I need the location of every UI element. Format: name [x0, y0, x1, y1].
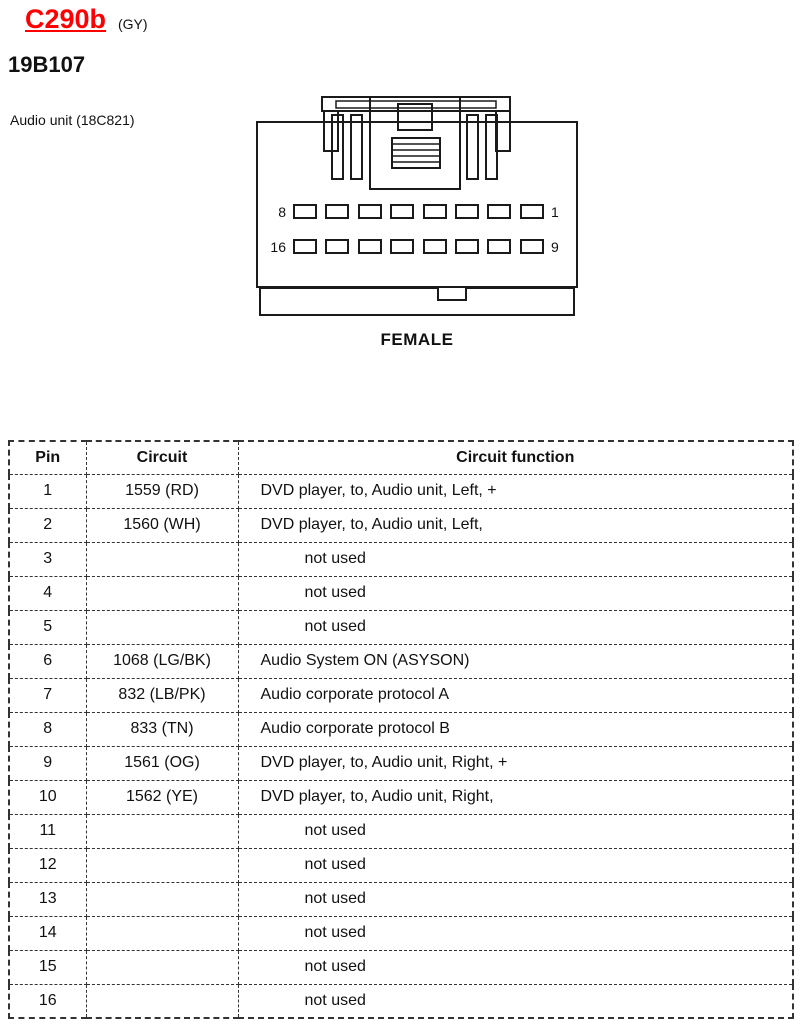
- function-cell: Audio corporate protocol A: [238, 678, 793, 712]
- table-row: [9, 780, 793, 814]
- pin-cell: 3: [9, 542, 86, 576]
- function-cell: DVD player, to, Audio unit, Left,: [238, 508, 793, 542]
- function-cell: not used: [238, 916, 793, 950]
- guide-slot: [467, 115, 478, 179]
- pin-label-row1-left: 8: [278, 204, 286, 220]
- function-cell: DVD player, to, Audio unit, Left, +: [238, 474, 793, 508]
- table-row: [9, 848, 793, 882]
- function-cell: not used: [238, 848, 793, 882]
- table-row: [9, 814, 793, 848]
- connector-gender-label: FEMALE: [380, 330, 454, 349]
- pin-label-row2-right: 9: [551, 239, 559, 255]
- circuit-cell: 1560 (WH): [86, 508, 238, 542]
- table-row: [9, 678, 793, 712]
- column-header-circuit: Circuit: [86, 441, 238, 474]
- table-header-row: [9, 441, 793, 474]
- pin-cell: 5: [9, 610, 86, 644]
- table-row: [9, 950, 793, 984]
- column-header-circuit-function: Circuit function: [238, 441, 793, 474]
- circuit-cell: [86, 882, 238, 916]
- pin-cell: 13: [9, 882, 86, 916]
- connector-right-ear: [496, 111, 510, 151]
- pinout-table: [8, 440, 794, 1019]
- part-number: 19B107: [8, 52, 86, 77]
- pin-cell: 1: [9, 474, 86, 508]
- circuit-cell: [86, 576, 238, 610]
- pin-cell: 2: [9, 508, 86, 542]
- pin-cell: 8: [9, 712, 86, 746]
- pin-label-row1-right: 1: [551, 204, 559, 220]
- pin-table-body: [9, 474, 793, 1018]
- table-row: [9, 508, 793, 542]
- connector-latch-grip: [392, 138, 440, 168]
- function-cell: not used: [238, 542, 793, 576]
- circuit-cell: 1562 (YE): [86, 780, 238, 814]
- function-cell: not used: [238, 950, 793, 984]
- function-cell: DVD player, to, Audio unit, Right, +: [238, 746, 793, 780]
- table-row: [9, 644, 793, 678]
- pin-cell: 9: [9, 746, 86, 780]
- circuit-cell: 833 (TN): [86, 712, 238, 746]
- circuit-cell: [86, 848, 238, 882]
- table-row: [9, 542, 793, 576]
- circuit-cell: 1559 (RD): [86, 474, 238, 508]
- table-row: [9, 984, 793, 1018]
- table-row: [9, 712, 793, 746]
- pin-cell: 12: [9, 848, 86, 882]
- circuit-cell: 1068 (LG/BK): [86, 644, 238, 678]
- pin-cell: 6: [9, 644, 86, 678]
- connector-diagram: [252, 92, 582, 317]
- pin-row-2: [294, 240, 543, 253]
- pin-cell: 10: [9, 780, 86, 814]
- column-header-pin: Pin: [9, 441, 86, 474]
- function-cell: not used: [238, 610, 793, 644]
- circuit-cell: [86, 542, 238, 576]
- component-label: Audio unit (18C821): [10, 112, 135, 128]
- circuit-cell: [86, 814, 238, 848]
- circuit-cell: [86, 610, 238, 644]
- function-cell: not used: [238, 984, 793, 1018]
- table-row: [9, 610, 793, 644]
- pin-cell: 14: [9, 916, 86, 950]
- circuit-cell: 832 (LB/PK): [86, 678, 238, 712]
- pin-label-row2-left: 16: [270, 239, 286, 255]
- pin-cell: 4: [9, 576, 86, 610]
- function-cell: not used: [238, 576, 793, 610]
- function-cell: Audio corporate protocol B: [238, 712, 793, 746]
- pin-cell: 15: [9, 950, 86, 984]
- guide-slot: [351, 115, 362, 179]
- table-row: [9, 882, 793, 916]
- function-cell: not used: [238, 882, 793, 916]
- connector-color-code: (GY): [118, 16, 148, 32]
- function-cell: not used: [238, 814, 793, 848]
- function-cell: Audio System ON (ASYSON): [238, 644, 793, 678]
- table-row: [9, 916, 793, 950]
- pin-cell: 7: [9, 678, 86, 712]
- table-row: [9, 576, 793, 610]
- function-cell: DVD player, to, Audio unit, Right,: [238, 780, 793, 814]
- circuit-cell: [86, 916, 238, 950]
- table-row: [9, 474, 793, 508]
- circuit-cell: 1561 (OG): [86, 746, 238, 780]
- table-row: [9, 746, 793, 780]
- pin-cell: 16: [9, 984, 86, 1018]
- pin-row-1: [294, 205, 543, 218]
- circuit-cell: [86, 984, 238, 1018]
- pin-cell: 11: [9, 814, 86, 848]
- circuit-cell: [86, 950, 238, 984]
- connector-id: C290b: [25, 4, 107, 34]
- connector-base-plate: [260, 288, 574, 315]
